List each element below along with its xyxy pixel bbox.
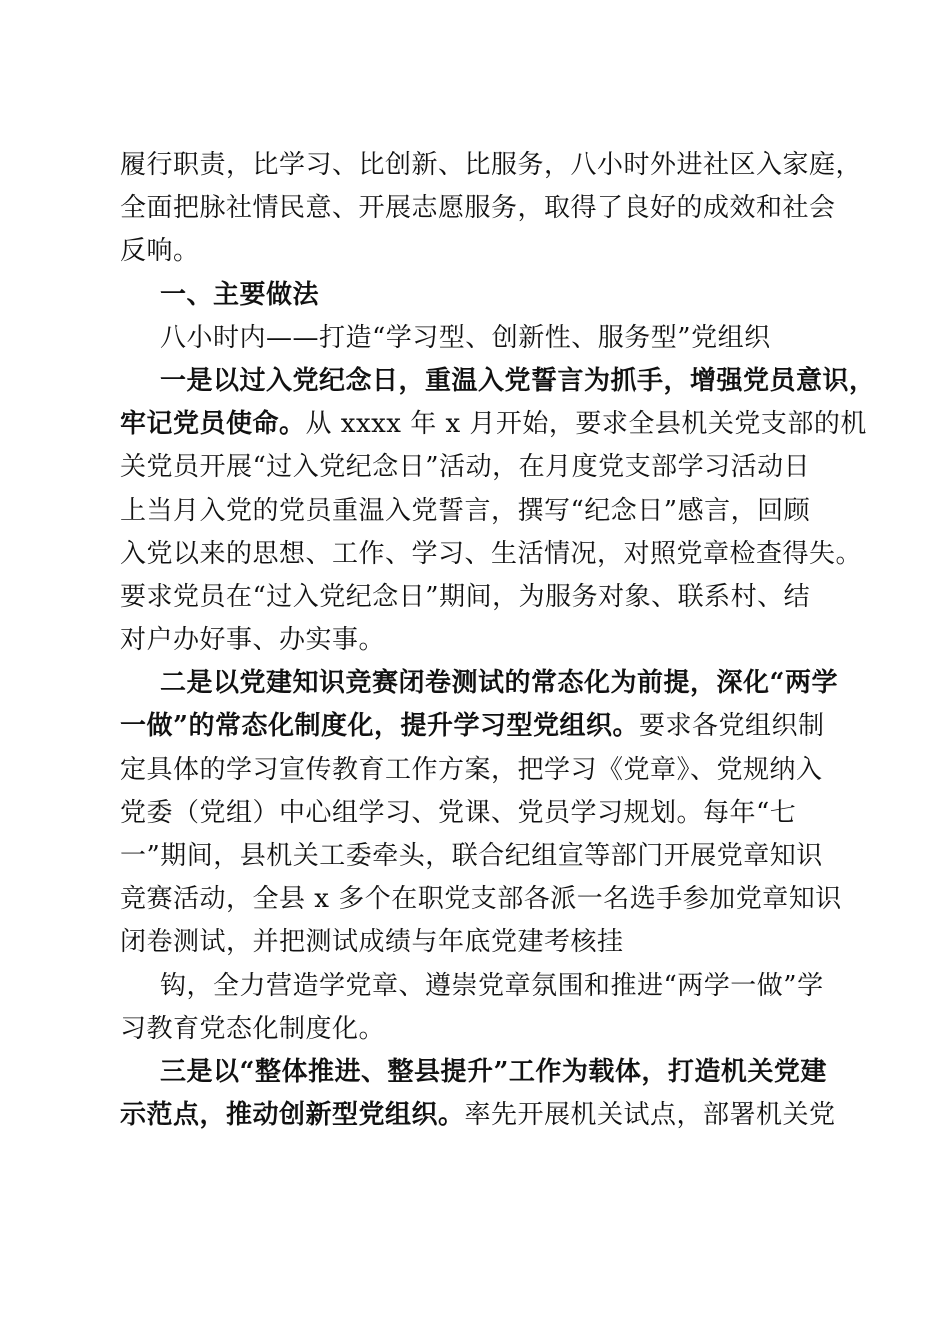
item2-line: 竞赛活动，全县 x 多个在职党支部各派一名选手参加党章知识 xyxy=(120,884,842,915)
item1-lead: 一是以过入党纪念日，重温入党誓言为抓手，增强党员意识， xyxy=(160,365,876,396)
item1-line: 要求党员在“过入党纪念日”期间，为服务对象、联系村、结 xyxy=(120,581,811,612)
item1-line: 上当月入党的党员重温入党誓言，撰写“纪念日”感言，回顾 xyxy=(120,495,811,526)
item1-text: 从 xxxx 年 x 月开始，要求全县机关党支部的机 xyxy=(305,409,867,440)
intro-line: 全面把脉社情民意、开展志愿服务，取得了良好的成效和社会 xyxy=(120,193,836,224)
item2-line: 定具体的学习宣传教育工作方案，把学习《党章》、党规纳入 xyxy=(120,754,823,785)
item2-line: 党委（党组）中心组学习、党课、党员学习规划。每年“七 xyxy=(120,797,797,828)
item3-lead-end: 示范点，推动创新型党组织。 xyxy=(120,1100,465,1131)
item2-lead: 二是以党建知识竞赛闭卷测试的常态化为前提，深化“两学 xyxy=(160,668,838,699)
item2-continuation: 习教育党态化制度化。 xyxy=(120,1013,386,1044)
item2-continuation: 钩，全力营造学党章、遵崇党章氛围和推进“两学一做”学 xyxy=(160,970,824,1001)
item1-line: 对户办好事、办实事。 xyxy=(120,625,386,656)
item1-line: 关党员开展“过入党纪念日”活动，在月度党支部学习活动日 xyxy=(120,452,811,483)
subheading: 八小时内——打造“学习型、创新性、服务型”党组织 xyxy=(160,322,771,353)
item1-line xyxy=(120,403,867,446)
item2-lead-end: 一做”的常态化制度化，提升学习型党组织。 xyxy=(120,711,639,742)
section-heading: 一、主要做法 xyxy=(160,279,320,310)
item2-text: 要求各党组织制 xyxy=(638,711,825,742)
document-body xyxy=(120,144,876,1137)
intro-line: 履行职责，比学习、比创新、比服务，八小时外进社区入家庭， xyxy=(120,150,863,180)
item1-line: 入党以来的思想、工作、学习、生活情况，对照党章检查得失。 xyxy=(120,538,863,569)
item2-line xyxy=(120,705,830,748)
item2-line: 一”期间，县机关工委牵头，联合纪组宣等部门开展党章知识 xyxy=(120,841,823,871)
item3-line xyxy=(120,1094,836,1137)
item1-lead-end: 牢记党员使命。 xyxy=(120,409,306,440)
item3-text: 率先开展机关试点，部署机关党 xyxy=(464,1100,836,1131)
intro-line: 反响。 xyxy=(120,236,200,267)
item3-lead: 三是以“整体推进、整县提升”工作为载体，打造机关党建 xyxy=(160,1056,827,1087)
item2-line: 闭卷测试，并把测试成绩与年底党建考核挂 xyxy=(120,927,624,958)
